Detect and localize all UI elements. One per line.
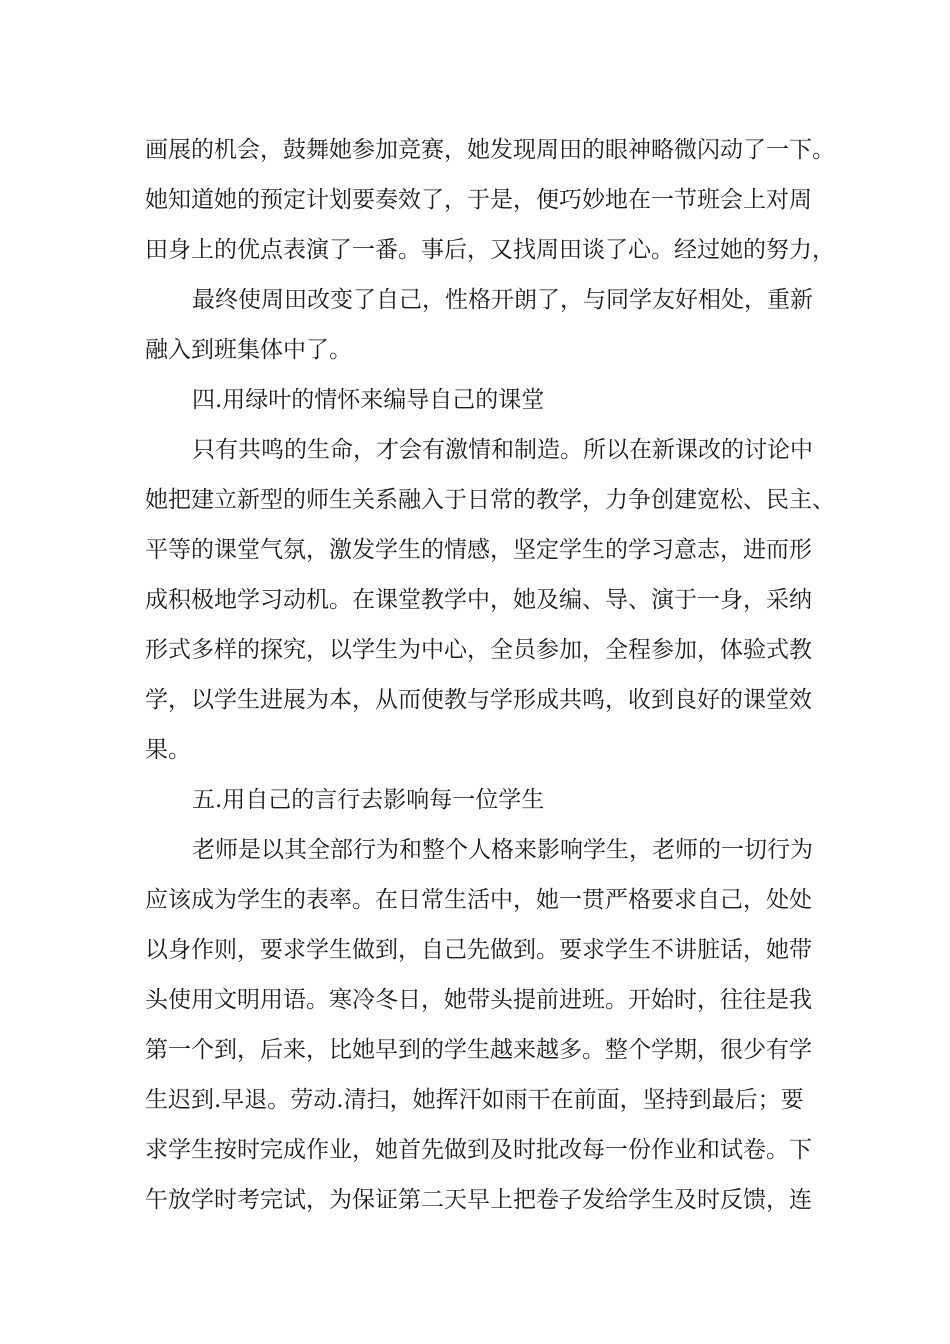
paragraph-start: 只有共鸣的生命，才会有激情和制造。所以在新课改的讨论中: [192, 437, 813, 463]
text-line: 果。: [145, 737, 191, 763]
text-line: 应该成为学生的表率。在日常生活中，她一贯严格要求自己，处处: [145, 887, 812, 913]
text-line: 头使用文明用语。寒冷冬日，她带头提前进班。开始时，往往是我: [145, 987, 812, 1013]
paragraph-start: 老师是以其全部行为和整个人格来影响学生，老师的一切行为: [192, 837, 813, 863]
text-line: 形式多样的探究，以学生为中心，全员参加，全程参加，体验式教: [145, 637, 812, 663]
text-line: 成积极地学习动机。在课堂教学中，她及编、导、演于一身，采纳: [145, 587, 812, 613]
section-heading: 四.用绿叶的情怀来编导自己的课堂: [192, 387, 545, 413]
text-line: 第一个到，后来，比她早到的学生越来越多。整个学期，很少有学: [145, 1037, 812, 1063]
section-heading: 五.用自己的言行去影响每一位学生: [192, 787, 545, 813]
text-line: 田身上的优点表演了一番。事后，又找周田谈了心。经过她的努力，: [145, 237, 835, 263]
text-line: 她知道她的预定计划要奏效了，于是，便巧妙地在一节班会上对周: [145, 187, 812, 213]
text-line: 求学生按时完成作业，她首先做到及时批改每一份作业和试卷。下: [145, 1137, 812, 1163]
text-line: 平等的课堂气氛，激发学生的情感，坚定学生的学习意志，进而形: [145, 537, 812, 563]
text-line: 以身作则，要求学生做到，自己先做到。要求学生不讲脏话，她带: [145, 937, 812, 963]
text-line: 午放学时考完试，为保证第二天早上把卷子发给学生及时反馈，连: [145, 1187, 812, 1213]
paragraph-start: 最终使周田改变了自己，性格开朗了，与同学友好相处，重新: [192, 287, 813, 313]
text-line: 生迟到.早退。劳动.清扫，她挥汗如雨干在前面，坚持到最后；要: [145, 1087, 804, 1113]
text-line: 学，以学生进展为本，从而使教与学形成共鸣，收到良好的课堂效: [145, 687, 812, 713]
text-line: 她把建立新型的师生关系融入于日常的教学，力争创建宽松、民主、: [145, 487, 835, 513]
text-line: 融入到班集体中了。: [145, 337, 352, 363]
text-line: 画展的机会，鼓舞她参加竞赛，她发现周田的眼神略微闪动了一下。: [145, 137, 835, 163]
